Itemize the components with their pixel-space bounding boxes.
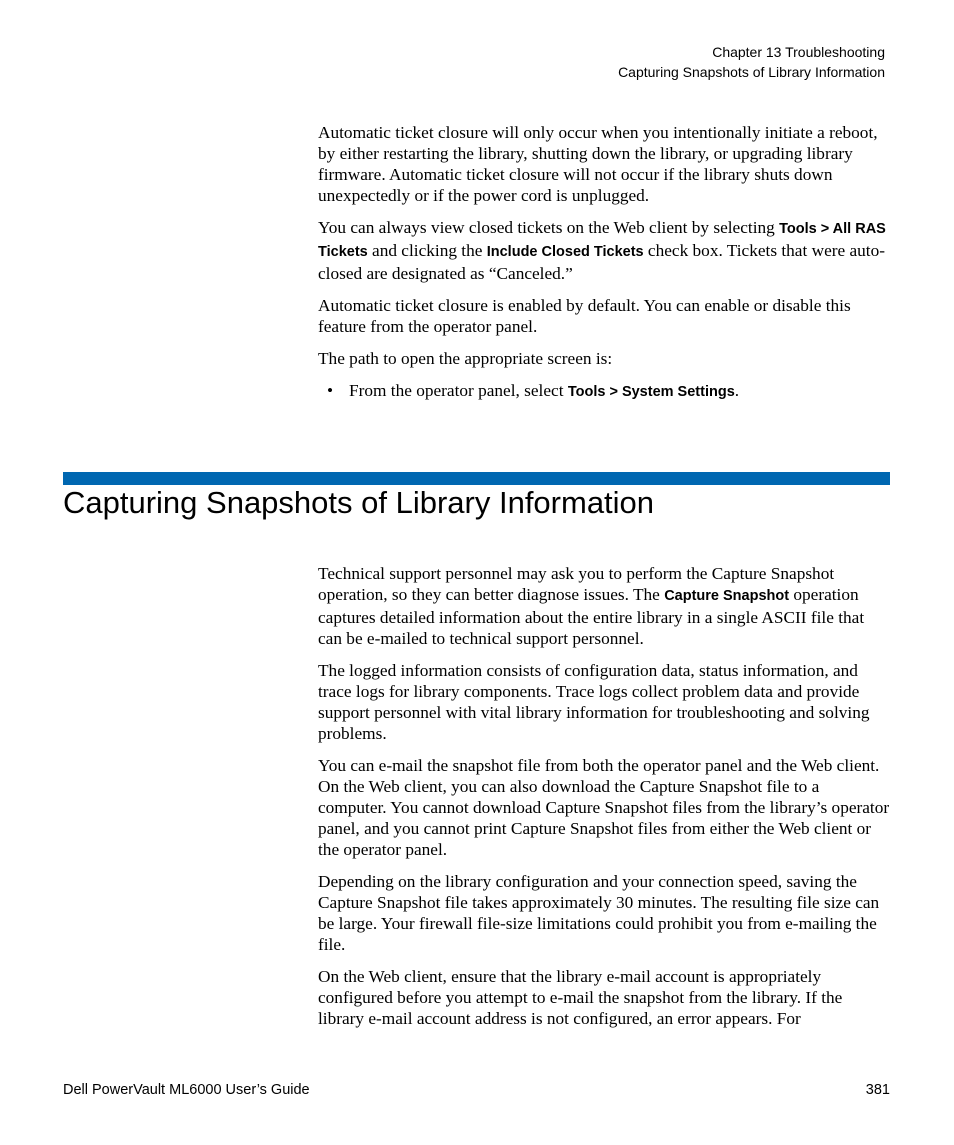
paragraph: On the Web client, ensure that the library e-mail account is appropriately configured before you attempt to e-mail the snapshot from the library. If the library e-mail account address is not configured, an error appears. For [318, 967, 843, 1028]
text-run: check box. Tickets that were auto-closed are designated as “Canceled.” [318, 241, 886, 283]
paragraph: Automatic ticket closure will only occur when you intentionally initiate a reboot, by either restarting the library, shutting down the library, or upgrading library firmware. Automatic ticket closure will not occur if the library shuts down unexpectedly or if the power cord is unplugged. [318, 123, 878, 205]
bullet-icon: • [327, 381, 334, 400]
section-text-block [318, 563, 890, 1040]
text-run: . [734, 381, 740, 400]
running-header-chapter: Chapter 13 Troubleshooting [712, 44, 885, 60]
text-run: You can always view closed tickets on the Web client by selecting [318, 218, 780, 237]
footer-document-title: Dell PowerVault ML6000 User’s Guide [63, 1082, 310, 1098]
paragraph: Depending on the library configuration and your connection speed, saving the Capture Snapshot file takes approximately 30 minutes. The resulting file size can be large. Your firewall file-size limitations could prohibit you from e-mailing the file. [318, 872, 880, 954]
ui-path-system-settings: Tools > System Settings [567, 384, 735, 400]
ui-label-include-closed-tickets: Include Closed Tickets [486, 244, 644, 260]
text-run: operation captures detailed information about the entire library in a single ASCII file that can be e-mailed to technical support personnel. [318, 585, 865, 648]
paragraph: Automatic ticket closure is enabled by default. You can enable or disable this feature from the operator panel. [318, 296, 851, 336]
text-run: Technical support personnel may ask you to perform the Capture Snapshot operation, so they can better diagnose issues. The [318, 564, 835, 604]
ui-label-capture-snapshot: Capture Snapshot [664, 588, 790, 604]
paragraph: The logged information consists of configuration data, status information, and trace logs for library components. Trace logs collect problem data and provide support personnel with vital library information for troubleshooting and solving problems. [318, 661, 870, 743]
paragraph: The path to open the appropriate screen is: [318, 349, 613, 368]
text-run: From the operator panel, select [349, 381, 568, 400]
paragraph [318, 563, 890, 649]
intro-text-block [318, 122, 890, 414]
bullet-item [318, 380, 890, 403]
ui-path-ras-tickets: Tools > All RAS Tickets [318, 221, 886, 260]
paragraph: You can e-mail the snapshot file from both the operator panel and the Web client. On the Web client, you can also download the Capture Snapshot file to a computer. You cannot download Capture Snapshot files from the library’s operator panel, and you cannot print Capture Snapshot files from either the Web client or the operator panel. [318, 756, 890, 859]
text-run: and clicking the [367, 241, 487, 260]
running-header-section: Capturing Snapshots of Library Information [618, 64, 885, 80]
paragraph [318, 217, 890, 284]
section-heading: Capturing Snapshots of Library Information [63, 485, 655, 520]
footer-page-number: 381 [865, 1082, 890, 1098]
